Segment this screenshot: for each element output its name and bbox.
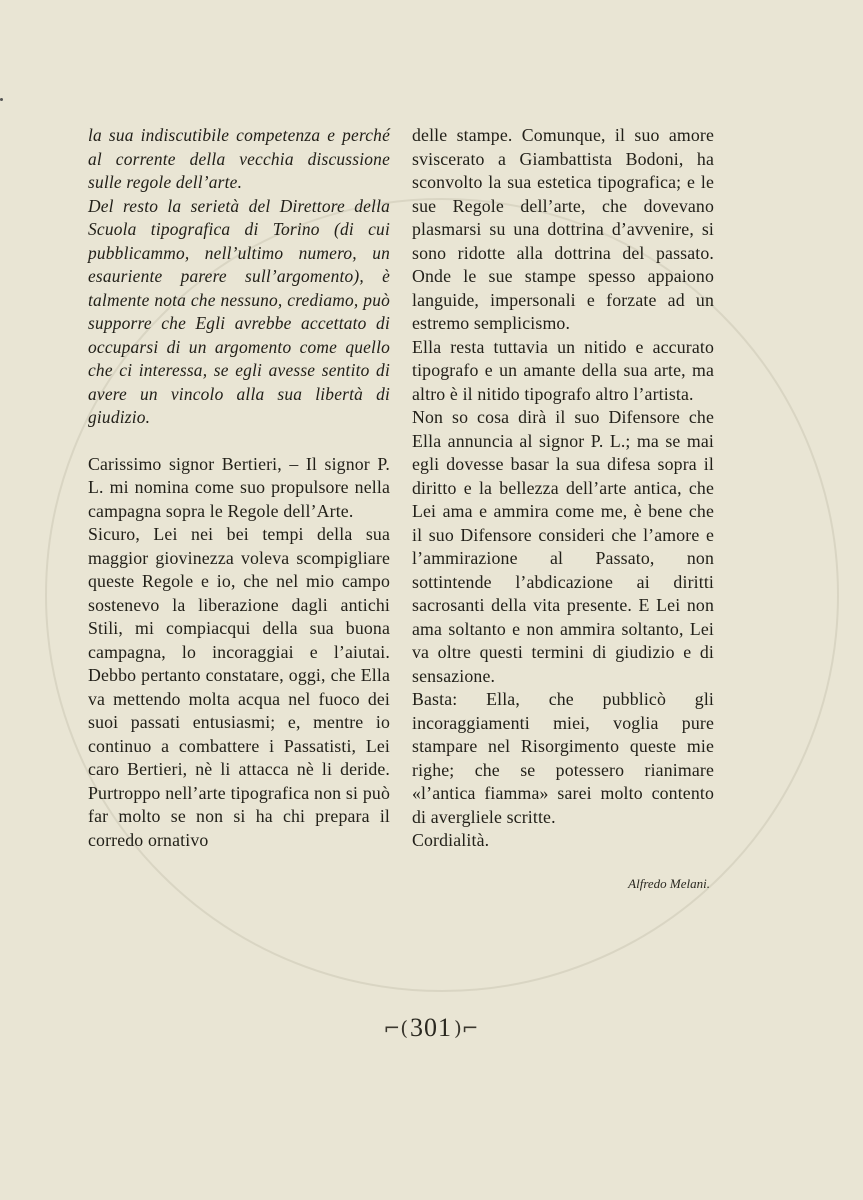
paragraph-gap: [88, 430, 390, 453]
letter-paragraph: Sicuro, Lei nei bei tempi della sua maggior giovinezza voleva scompigliare queste Regole e io, che nel mio campo sostenevo la liberazione dagli antichi Stili, mi compiacqui della sua buona campagna, lo incoraggiai e l’aiutai. Debbo pertanto constatare, oggi, che Ella va mettendo molta acqua nel fuoco dei suoi passati entusiasmi; e, mentre io continuo a combattere i Passatisti, Lei caro Bertieri, nè li attacca nè li deride. Purtroppo nell’arte tipografica non si può far molto se non si ha chi prepara il corredo ornativo: [88, 524, 390, 850]
editorial-note-paragraph: la sua indiscutibile competenza e perché al corrente della vecchia discussione sulle regole dell’arte.: [88, 125, 390, 192]
page-number-block: [331, 1010, 531, 1046]
page-number: 301: [410, 1013, 452, 1042]
right-column: [412, 124, 714, 853]
author-signature: Alfredo Melani.: [628, 876, 710, 891]
letter-paragraph: Carissimo signor Bertieri, – Il signor P. L. mi nomina come suo propulsore nella campagna sopra le Regole dell’Arte.: [88, 453, 390, 521]
letter-paragraph: Non so cosa dirà il suo Difensore che Ella annuncia al signor P. L.; ma se mai egli dovesse basar la sua difesa sopra il diritto e la bellezza dell’arte antica, che Lei ama e ammira come me, è bene che il suo Difensore consideri che l’amore e l’ammirazione al Passato, non sottintende l’abdicazione ai diritti sacrosanti della vita presente. E Lei non ama soltanto e non ammira soltanto, Lei va oltre questi termini di giudizio e di sensazione.: [412, 407, 714, 686]
letter-paragraph: Basta: Ella, che pubblicò gli incoraggiamenti miei, voglia pure stampare nel Risorgimento queste mie righe; che se potessero rianimare «l’antica fiamma» sarei molto contento di avergliele scritte.: [412, 689, 714, 827]
left-column: [88, 124, 390, 852]
letter-paragraph: Ella resta tuttavia un nitido e accurato tipografo e un amante della sua arte, ma altro è il nitido tipografo altro l’artista.: [412, 336, 714, 404]
ornament-left-icon: ⌐(: [383, 1016, 408, 1040]
closing-salutation: Cordialità.: [412, 830, 490, 850]
margin-mark: [0, 98, 3, 101]
ornament-right-icon: )⌐: [454, 1016, 479, 1040]
editorial-note-paragraph: Del resto la serietà del Direttore della Scuola tipografica di Torino (di cui pubblicammo, nell’ultimo numero, un esauriente parere sull’argomento), è talmente nota che nessuno, crediamo, può supporre che Egli avrebbe accettato di occuparsi di un argomento come quello che ci interessa, se egli avesse sentito di avere un vincolo alla sua libertà di giudizio.: [88, 195, 390, 427]
letter-paragraph: delle stampe. Comunque, il suo amore sviscerato a Giambattista Bodoni, ha sconvolto la sua estetica tipografica; e le sue Regole dell’arte, che dovevano plasmarsi su una dottrina d’avvenire, si sono ridotte alla dottrina del passato. Onde le sue stampe spesso appaiono languide, impersonali e forzate ad un estremo semplicismo.: [412, 125, 714, 333]
